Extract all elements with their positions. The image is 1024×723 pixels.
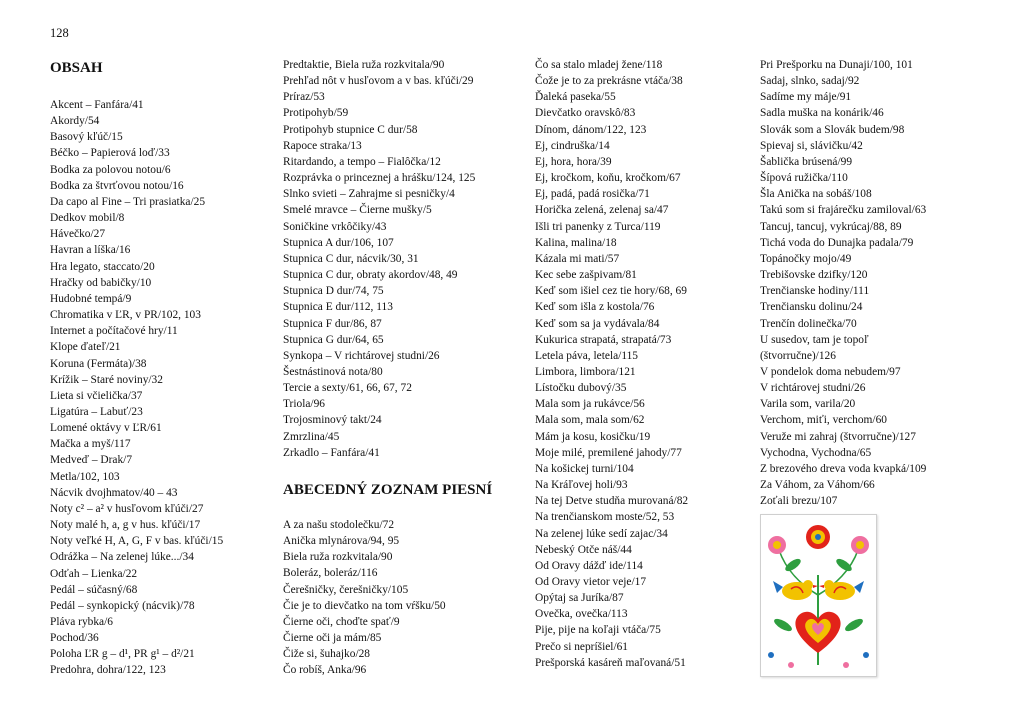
index-entry: Vychodna, Vychodna/65 (760, 446, 872, 459)
index-entry: Ovečka, ovečka/113 (535, 608, 628, 621)
index-entry: V pondelok doma nebudem/97 (760, 365, 901, 378)
index-entry: Takú som si frajárečku zamiloval/63 (760, 204, 927, 217)
index-entry: Triola/96 (283, 398, 325, 411)
index-entry: Stupnica G dur/64, 65 (283, 333, 384, 346)
heading-contents: OBSAH (50, 60, 103, 76)
index-entry: Z brezového dreva voda kvapká/109 (760, 462, 927, 475)
index-entry: Šípová ružička/110 (760, 172, 848, 185)
index-entry: Poloha ĽR g – d¹, PR g¹ – d²/21 (50, 648, 195, 661)
index-entry: Mala som, mala som/62 (535, 414, 645, 427)
index-entry: Veruže mi zahraj (štvorručne)/127 (760, 430, 916, 443)
index-entry: Nebeský Otče náš/44 (535, 543, 632, 556)
index-entry: Protipohyb/59 (283, 107, 349, 120)
index-entry: Slovák som a Slovák budem/98 (760, 123, 905, 136)
index-entry: Noty veľké H, A, G, F v bas. kľúči/15 (50, 535, 224, 548)
index-entry: Hávečko/27 (50, 228, 106, 241)
index-entry: Opýtaj sa Juríka/87 (535, 592, 624, 605)
index-entry: Predtaktie, Biela ruža rozkvitala/90 (283, 59, 445, 71)
index-entry: Čože je to za prekrásne vtáča/38 (535, 75, 683, 88)
index-entry: Prešporská kasáreň maľovaná/51 (535, 656, 686, 669)
index-entry: Akcent – Fanfára/41 (50, 99, 144, 111)
index-entry: Trojosminový takt/24 (283, 414, 382, 427)
index-entry: Protipohyb stupnice C dur/58 (283, 123, 418, 136)
index-entry: Zrkadlo – Fanfára/41 (283, 446, 380, 459)
index-entry: (štvorručne)/126 (760, 349, 836, 362)
index-entry: Biela ruža rozkvitala/90 (283, 551, 393, 564)
index-entry: Trenčín dolinečka/70 (760, 317, 857, 330)
index-entry: Rozprávka o princeznej a hrášku/124, 125 (283, 172, 476, 185)
index-entry: Šla Anička na sobáš/108 (760, 188, 872, 201)
index-entry: Hudobné tempá/9 (50, 292, 132, 305)
index-entry: Mám ja kosu, kosičku/19 (535, 430, 651, 443)
index-entry: Prečo si nepríšiel/61 (535, 640, 629, 653)
index-entry: Išli tri panenky z Turca/119 (535, 220, 661, 233)
index-entry: Ďaleká paseka/55 (535, 91, 616, 104)
index-entry: Čerešničky, čerešničky/105 (283, 583, 409, 596)
index-entry: Anička mlynárova/94, 95 (283, 535, 400, 548)
index-entry: Stupnica F dur/86, 87 (283, 317, 382, 330)
index-entry: Hračky od babičky/10 (50, 276, 152, 289)
index-entry: Da capo al Fine – Tri prasiatka/25 (50, 195, 206, 208)
index-entry: Čiže si, šuhajko/28 (283, 648, 371, 661)
index-entry: Za Váhom, za Váhom/66 (760, 479, 875, 492)
index-entry: Šablička brúsená/99 (760, 155, 853, 168)
index-entry: Béčko – Papierová loď/33 (50, 147, 170, 160)
index-entry: Slnko svieti – Zahrajme si pesničky/4 (283, 188, 455, 201)
index-entry: Topánočky mojo/49 (760, 252, 852, 265)
index-entry: Horička zelená, zelenaj sa/47 (535, 204, 669, 217)
index-entry: Ej, kročkom, koňu, kročkom/67 (535, 172, 681, 185)
index-entry: Na zelenej lúke sedí zajac/34 (535, 527, 668, 540)
index-entry: Pláva rybka/6 (50, 616, 113, 628)
index-entry: Verchom, miťi, verchom/60 (760, 414, 887, 427)
index-entry: Kec sebe zašpivam/81 (535, 269, 637, 282)
index-entry: Čo sa stalo mladej žene/118 (535, 59, 663, 71)
folk-art-birds-heart-icon (761, 515, 876, 676)
contents-column-2 (283, 57, 475, 461)
index-entry: Zmrzlina/45 (283, 430, 340, 443)
index-entry: Kukurica strapatá, strapatá/73 (535, 333, 672, 346)
index-entry: Smelé mravce – Čierne mušky/5 (283, 204, 432, 217)
song-index-column-2 (283, 517, 446, 679)
index-entry: Prehľad nôt v husľovom a v bas. kľúči/29 (283, 75, 474, 88)
index-entry: Mala som ja rukávce/56 (535, 398, 645, 411)
index-entry: Dínom, dánom/122, 123 (535, 123, 647, 136)
index-entry: V richtárovej studni/26 (760, 382, 866, 395)
index-entry: Sadaj, slnko, sadaj/92 (760, 75, 860, 88)
index-entry: Spievaj si, slávičku/42 (760, 139, 863, 152)
index-entry: Na trenčianskom moste/52, 53 (535, 511, 675, 524)
index-entry: Stupnica A dur/106, 107 (283, 236, 394, 249)
index-entry: Čie je to dievčatko na tom vŕšku/50 (283, 599, 446, 612)
page-number: 128 (50, 26, 69, 40)
index-entry: Tancuj, tancuj, vykrúcaj/88, 89 (760, 220, 902, 233)
index-entry: Stupnica D dur/74, 75 (283, 285, 384, 298)
index-entry: Letela páva, letela/115 (535, 349, 638, 362)
index-entry: Ej, cindruška/14 (535, 139, 610, 152)
index-entry: Keď som išla z kostola/76 (535, 301, 655, 314)
index-entry: Noty malé h, a, g v hus. kľúči/17 (50, 519, 201, 532)
song-index-column-4 (760, 57, 926, 509)
index-entry: Noty c² – a² v husľovom kľúči/27 (50, 502, 204, 515)
index-entry: Koruna (Fermáta)/38 (50, 357, 147, 370)
index-entry: Keď som išiel cez tie hory/68, 69 (535, 285, 687, 298)
index-entry: Basový kľúč/15 (50, 131, 123, 144)
index-entry: Akordy/54 (50, 115, 100, 128)
index-entry: Stupnica C dur, obraty akordov/48, 49 (283, 269, 458, 282)
folk-art-illustration (760, 514, 877, 677)
index-entry: Boleráz, boleráz/116 (283, 567, 378, 580)
index-entry: Internet a počítačové hry/11 (50, 325, 178, 338)
index-entry: Havran a líška/16 (50, 244, 131, 257)
index-entry: Odťah – Lienka/22 (50, 567, 138, 580)
index-entry: Synkopa – V richtárovej studni/26 (283, 349, 440, 362)
index-entry: Od Oravy dážď ide/114 (535, 559, 643, 572)
index-entry: Čierne oči, choďte spať/9 (283, 615, 400, 628)
index-entry: Rapoce straka/13 (283, 139, 362, 152)
index-entry: Nácvik dvojhmatov/40 – 43 (50, 486, 178, 499)
index-entry: Sadíme my máje/91 (760, 91, 852, 104)
index-entry: Stupnica E dur/112, 113 (283, 301, 393, 314)
index-entry: Tercie a sexty/61, 66, 67, 72 (283, 382, 412, 395)
index-entry: Ligatúra – Labuť/23 (50, 405, 143, 418)
index-entry: Keď som sa ja vydávala/84 (535, 317, 660, 330)
index-entry: Krížik – Staré noviny/32 (50, 373, 163, 386)
index-entry: Ritardando, a tempo – Fialôčka/12 (283, 155, 441, 168)
index-entry: Tichá voda do Dunajka padala/79 (760, 236, 914, 249)
index-entry: Kázala mi mati/57 (535, 252, 620, 265)
index-entry: Moje milé, premilené jahody/77 (535, 446, 682, 459)
index-entry: Na Kráľovej holi/93 (535, 479, 628, 492)
index-entry: Metla/102, 103 (50, 470, 120, 483)
index-entry: Chromatika v ĽR, v PR/102, 103 (50, 309, 201, 322)
contents-column-1 (50, 97, 223, 679)
index-entry: Na košickej turni/104 (535, 462, 634, 475)
index-entry: Pochod/36 (50, 632, 99, 645)
index-entry: Trenčianske hodiny/111 (760, 285, 870, 298)
index-entry: Pedál – súčasný/68 (50, 583, 138, 596)
song-index-column-3 (535, 57, 688, 671)
index-entry: Ej, padá, padá rosička/71 (535, 188, 650, 201)
index-entry: U susedov, tam je topoľ (760, 333, 869, 346)
index-entry: Stupnica C dur, nácvik/30, 31 (283, 252, 419, 265)
index-entry: Bodka za štvrťovou notou/16 (50, 179, 184, 192)
index-entry: Lieta si včielička/37 (50, 389, 143, 402)
index-entry: Sadla muška na konárik/46 (760, 107, 884, 120)
index-entry: Pri Prešporku na Dunaji/100, 101 (760, 59, 913, 71)
index-entry: Trebišovske dzifky/120 (760, 269, 868, 282)
index-entry: Lomené oktávy v ĽR/61 (50, 422, 162, 435)
index-entry: Predohra, dohra/122, 123 (50, 664, 166, 677)
index-entry: Limbora, limbora/121 (535, 365, 636, 378)
index-entry: Trenčiansku dolinu/24 (760, 301, 863, 314)
index-entry: Hra legato, staccato/20 (50, 260, 155, 273)
index-entry: Varila som, varila/20 (760, 398, 856, 411)
index-entry: Soničkine vrkôčiky/43 (283, 220, 387, 233)
index-entry: Od Oravy vietor veje/17 (535, 576, 647, 588)
index-entry: Odrážka – Na zelenej lúke.../34 (50, 551, 194, 564)
index-entry: Pije, pije na koľaji vtáča/75 (535, 624, 661, 637)
index-entry: Čo robíš, Anka/96 (283, 664, 367, 677)
index-entry: Ej, hora, hora/39 (535, 155, 612, 168)
index-entry: A za našu stodolečku/72 (283, 519, 395, 531)
index-entry: Dievčatko oravskô/83 (535, 107, 636, 120)
index-entry: Čierne oči ja mám/85 (283, 632, 382, 645)
heading-song-index: ABECEDNÝ ZOZNAM PIESNÍ (283, 482, 493, 498)
index-entry: Kalina, malina/18 (535, 236, 617, 249)
index-entry: Zoťali brezu/107 (760, 495, 838, 508)
index-entry: Pedál – synkopický (nácvik)/78 (50, 599, 195, 612)
index-entry: Dedkov mobil/8 (50, 212, 125, 225)
index-entry: Lístočku dubový/35 (535, 382, 627, 395)
index-entry: Bodka za polovou notou/6 (50, 163, 171, 176)
index-entry: Príraz/53 (283, 91, 325, 104)
index-entry: Šestnástinová nota/80 (283, 365, 383, 378)
index-entry: Medveď – Drak/7 (50, 454, 133, 467)
index-entry: Klope ďateľ/21 (50, 341, 121, 354)
index-entry: Mačka a myš/117 (50, 438, 131, 451)
index-entry: Na tej Detve studňa murovaná/82 (535, 495, 689, 508)
